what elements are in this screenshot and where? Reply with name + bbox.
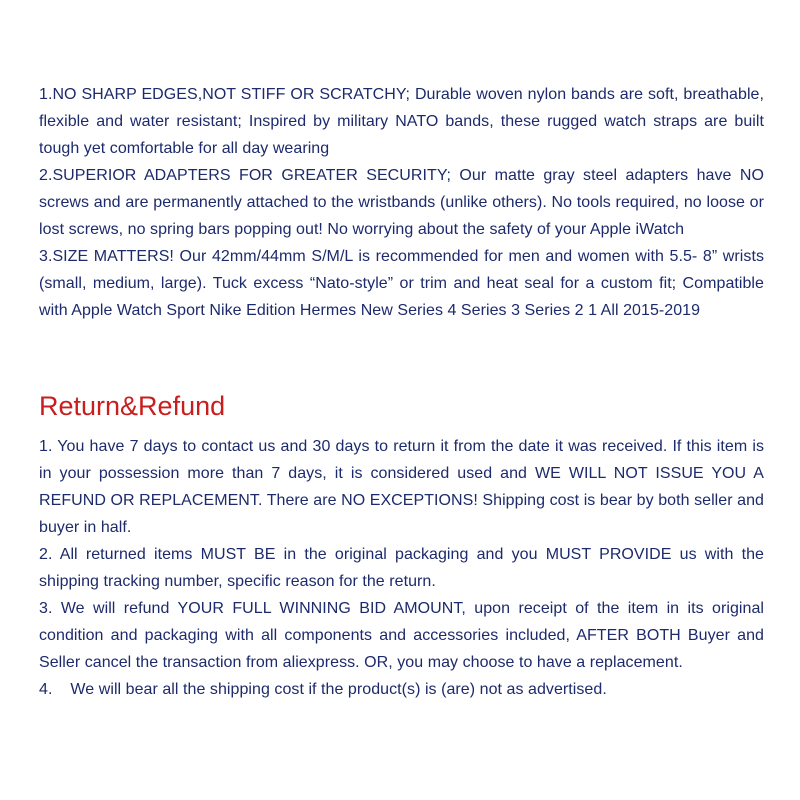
- feature-item-superior-adapters: 2.SUPERIOR ADAPTERS FOR GREATER SECURITY; Our matte gray steel adapters have NO screws and are permanently attached to the wristbands (unlike others). No tools required, no loose or lost screws, no spring bars popping out! No worrying about the safety of your Apple iWatch: [39, 167, 764, 238]
- refund-policy-item-contact-days: 1. You have 7 days to contact us and 30 days to return it from the date it was received. If this item is in your possession more than 7 days, it is considered used and WE WILL NOT ISSUE YOU A REFUND OR REPLACEMENT. There are NO EXCEPTIONS! Shipping cost is bear by both seller and buyer in half.: [39, 438, 764, 536]
- refund-policy-item-shipping-cost: 4. We will bear all the shipping cost if the product(s) is (are) not as advertised.: [39, 681, 607, 698]
- feature-list: [39, 81, 764, 324]
- refund-policy-item-original-packaging: 2. All returned items MUST BE in the original packaging and you MUST PROVIDE us with the shipping tracking number, specific reason for the return.: [39, 546, 764, 590]
- refund-policy-list: [39, 433, 764, 703]
- feature-item-size-matters: 3.SIZE MATTERS! Our 42mm/44mm S/M/L is recommended for men and women with 5.5- 8” wrists (small, medium, large). Tuck excess “Nato-style” or trim and heat seal for a custom fit; Compatible with Apple Watch Sport Nike Edition Hermes New Series 4 Series 3 Series 2 1 All 2015-2019: [39, 248, 764, 319]
- refund-policy-item-full-refund: 3. We will refund YOUR FULL WINNING BID AMOUNT, upon receipt of the item in its original condition and packaging with all components and accessories included, AFTER BOTH Buyer and Seller cancel the transaction from aliexpress. OR, you may choose to have a replacement.: [39, 600, 764, 671]
- return-refund-heading: Return&Refund: [39, 391, 226, 421]
- feature-item-no-sharp-edges: 1.NO SHARP EDGES,NOT STIFF OR SCRATCHY; Durable woven nylon bands are soft, breathable, flexible and water resistant; Inspired by military NATO bands, these rugged watch straps are built tough yet comfortable for all day wearing: [39, 86, 764, 157]
